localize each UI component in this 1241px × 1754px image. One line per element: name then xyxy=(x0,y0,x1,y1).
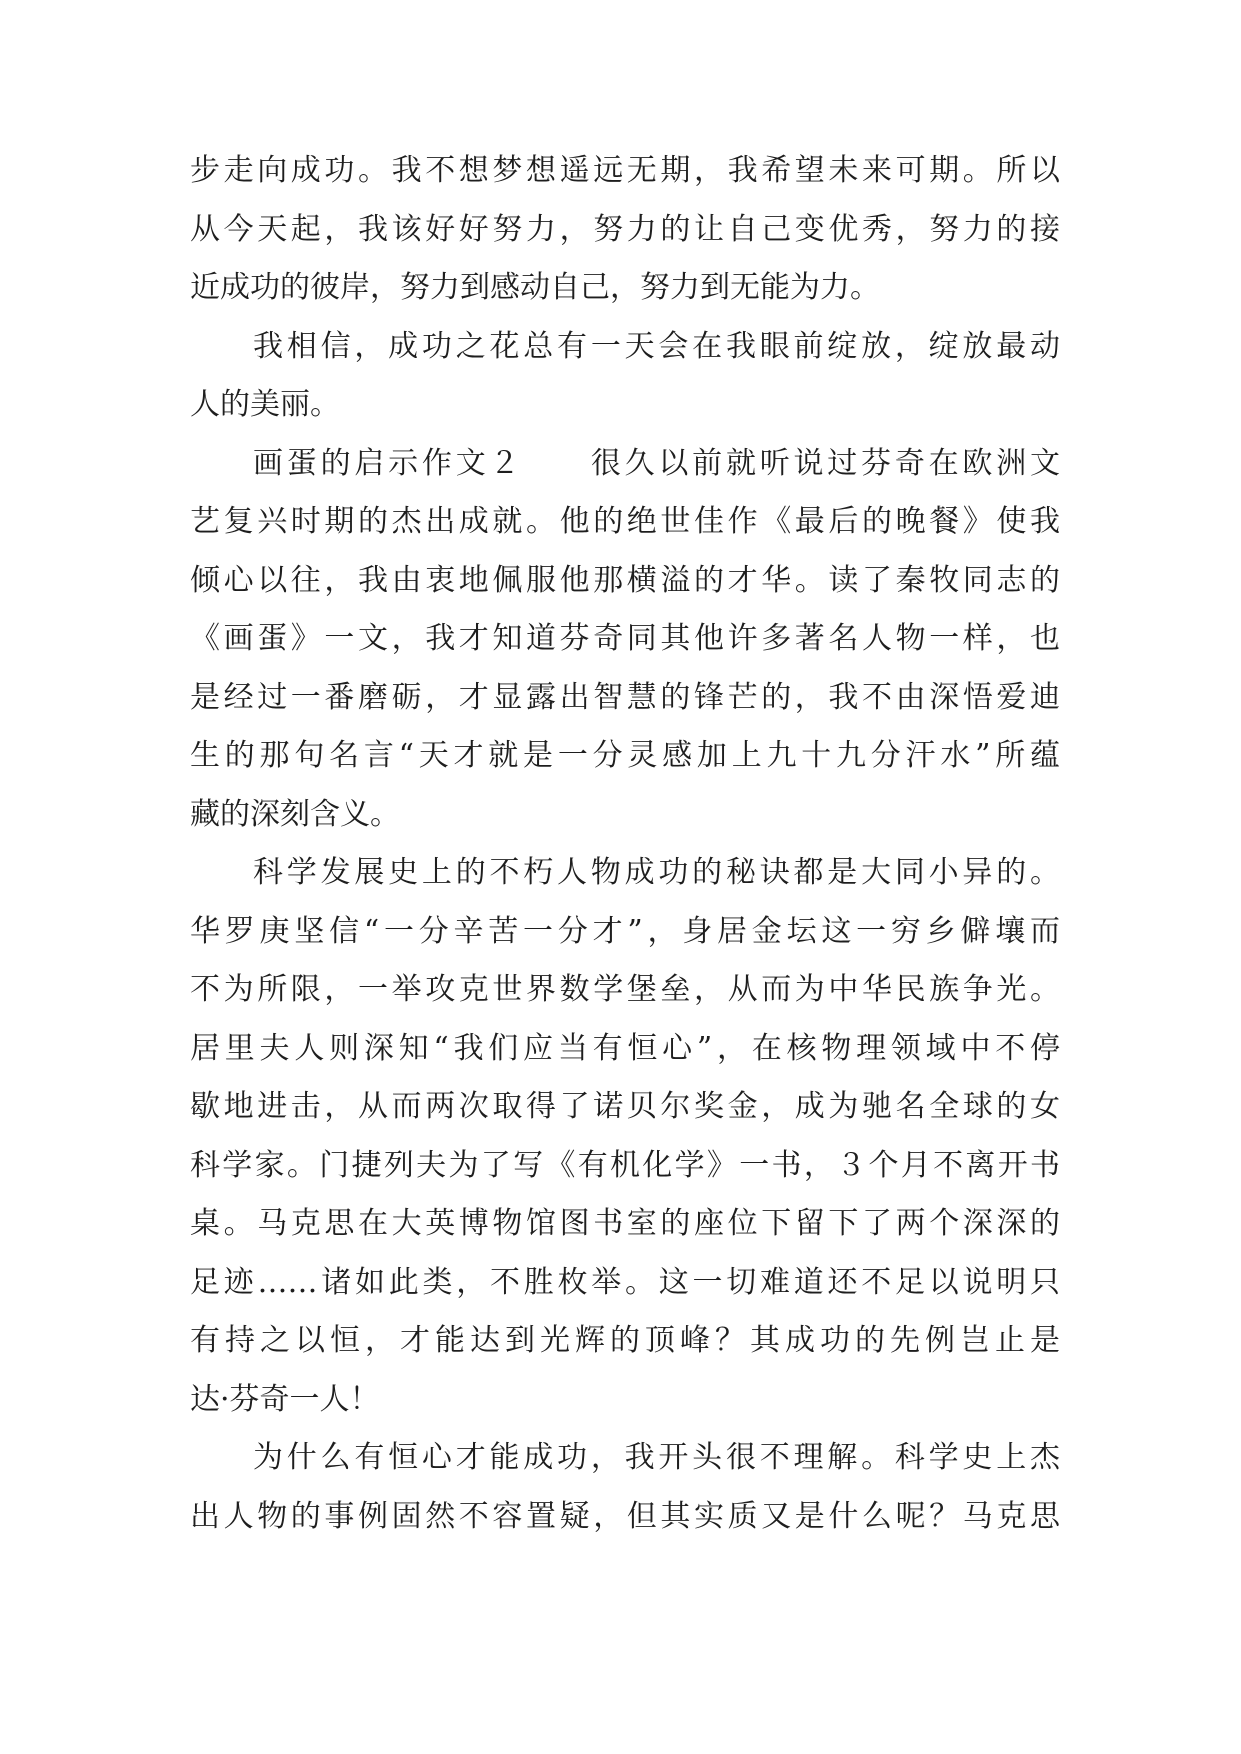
text-line: 为什么有恒心才能成功，我开头很不理解。科学史上杰 xyxy=(253,1440,1060,1475)
text-line: 近成功的彼岸，努力到感动自己，努力到无能为力。 xyxy=(190,270,880,305)
text-line: 藏的深刻含义。 xyxy=(190,796,400,832)
text-line: 不为所限，一举攻克世界数学堡垒，从而为中华民族争光。 xyxy=(190,972,1060,1007)
text-line: 足迹……诸如此类，不胜枚举。这一切难道还不足以说明只 xyxy=(190,1264,1060,1300)
text-line: 我相信，成功之花总有一天会在我眼前绽放，绽放最动 xyxy=(253,328,1060,364)
text-line: 画蛋的启示作文２ 很久以前就听说过芬奇在欧洲文 xyxy=(253,445,1060,481)
text-line: 达·芬奇一人！ xyxy=(190,1381,380,1417)
body-text xyxy=(190,142,1060,1546)
text-line: 从今天起，我该好好努力，努力的让自己变优秀，努力的接 xyxy=(190,211,1060,247)
text-line: 出人物的事例固然不容置疑，但其实质又是什么呢？马克思 xyxy=(190,1498,1060,1534)
text-line: 有持之以恒，才能达到光辉的顶峰？其成功的先例岂止是 xyxy=(190,1323,1060,1358)
text-line: 倾心以往，我由衷地佩服他那横溢的才华。读了秦牧同志的 xyxy=(190,562,1060,598)
text-line: 是经过一番磨砺，才显露出智慧的锋芒的，我不由深悟爱迪 xyxy=(190,679,1060,715)
text-line: 华罗庚坚信“一分辛苦一分才”，身居金坛这一穷乡僻壤而 xyxy=(190,913,1060,949)
text-line: 桌。马克思在大英博物馆图书室的座位下留下了两个深深的 xyxy=(190,1206,1060,1241)
text-line: 科学发展史上的不朽人物成功的秘诀都是大同小异的。 xyxy=(253,855,1060,890)
text-line: 人的美丽。 xyxy=(190,387,340,422)
text-line: 艺复兴时期的杰出成就。他的绝世佳作《最后的晚餐》使我 xyxy=(190,504,1060,539)
text-line: 步走向成功。我不想梦想遥远无期，我希望未来可期。所以 xyxy=(190,153,1060,188)
text-line: 居里夫人则深知“我们应当有恒心”，在核物理领域中不停 xyxy=(190,1030,1060,1066)
text-line: 歇地进击，从而两次取得了诺贝尔奖金，成为驰名全球的女 xyxy=(190,1089,1060,1124)
text-line: 科学家。门捷列夫为了写《有机化学》一书，３个月不离开书 xyxy=(190,1147,1060,1183)
text-line: 生的那句名言“天才就是一分灵感加上九十九分汗水”所蕴 xyxy=(190,738,1060,773)
text-line: 《画蛋》一文，我才知道芬奇同其他许多著名人物一样，也 xyxy=(190,621,1060,656)
